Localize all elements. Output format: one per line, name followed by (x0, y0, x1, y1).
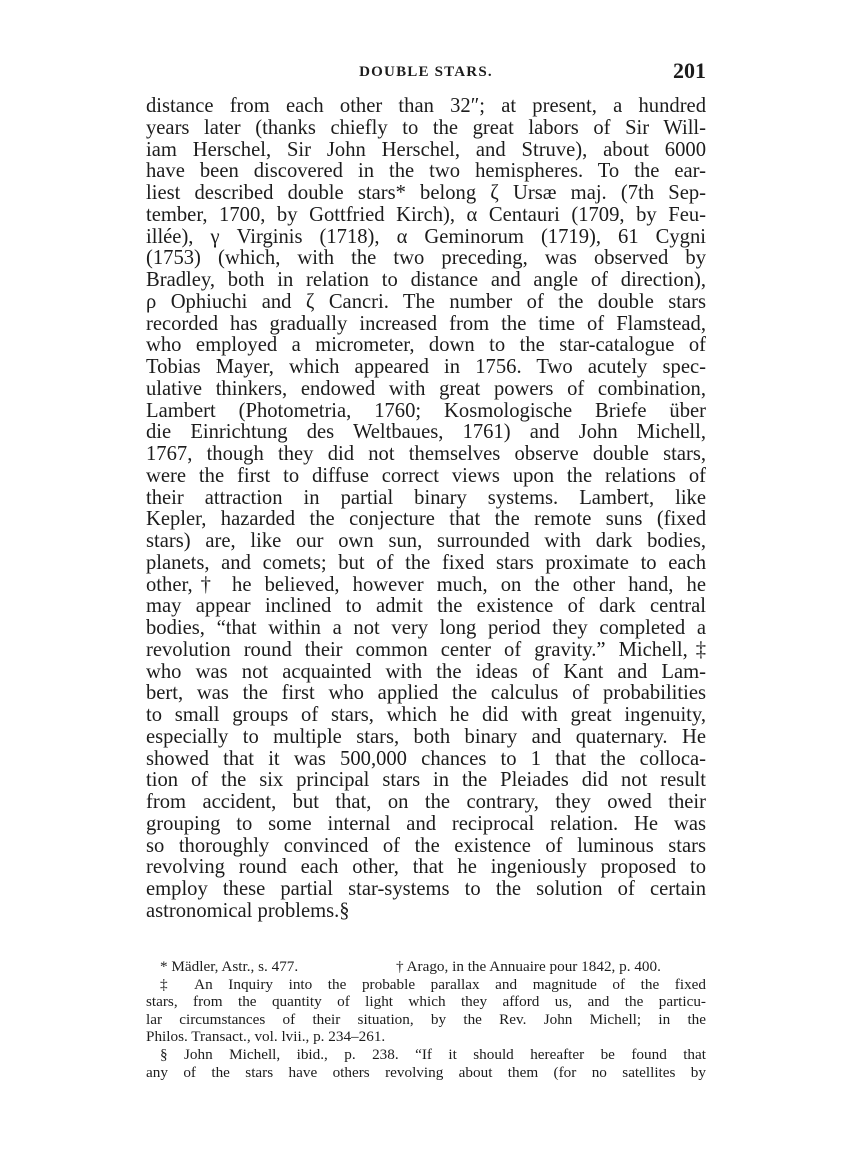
text-line: die Einrichtung des Weltbaues, 1761) and John Michell, (146, 422, 706, 444)
text-line: bert, was the first who applied the calculus of probabilities (146, 683, 706, 705)
footnote-ddagger-line: ‡ An Inquiry into the probable parallax and magnitude of the fixed (160, 975, 706, 993)
text-line: to small groups of stars, which he did with great ingenuity, (146, 705, 706, 726)
text-line: years later (thanks chiefly to the great labors of Sir Will- (146, 117, 706, 139)
footnote-dagger: † Arago, in the Annuaire pour 1842, p. 400. (396, 958, 661, 975)
text-line: from accident, but that, on the contrary, they owed their (146, 792, 706, 813)
text-line: so thoroughly convinced of the existence of luminous stars (146, 835, 706, 857)
text-line: who employed a micrometer, down to the star-catalogue of (146, 335, 706, 357)
footnote-section-line: any of the stars have others revolving about them (for no satellites by (146, 1063, 706, 1081)
text-line: Tobias Mayer, which appeared in 1756. Two acutely spec- (146, 357, 706, 378)
text-line: Bradley, both in relation to distance and angle of direction), (146, 270, 706, 291)
footnote-star: * Mädler, Astr., s. 477. (160, 958, 299, 975)
text-line: tember, 1700, by Gottfried Kirch), α Centauri (1709, by Feu- (146, 204, 706, 226)
text-line: 1767, though they did not themselves observe double stars, (146, 444, 706, 465)
text-line: liest described double stars* belong ζ Ursæ maj. (7th Sep- (146, 183, 706, 204)
text-line: planets, and comets; but of the fixed stars proximate to each (146, 552, 706, 574)
text-line: ulative thinkers, endowed with great powers of combination, (146, 378, 706, 400)
text-line: astronomical problems.§ (146, 900, 350, 922)
text-line: tion of the six principal stars in the Pleiades did not result (146, 770, 706, 792)
text-line: were the first to diffuse correct views upon the relations of (146, 465, 706, 487)
text-line: illée), γ Virginis (1718), α Geminorum (1719), 61 Cygni (146, 226, 706, 248)
text-line: their attraction in partial binary systems. Lambert, like (146, 487, 706, 509)
text-line: grouping to some internal and reciprocal relation. He was (146, 813, 706, 835)
running-head (146, 58, 706, 88)
footnote-row (146, 958, 706, 976)
text-line: iam Herschel, Sir John Herschel, and Struve), about 6000 (146, 139, 706, 161)
text-line: (1753) (which, with the two preceding, was observed by (146, 248, 706, 270)
text-line: Lambert (Photometria, 1760; Kosmologische Briefe über (146, 400, 706, 422)
body-text (146, 96, 706, 923)
text-line: especially to multiple stars, both binary and quaternary. He (146, 726, 706, 748)
text-line: distance from each other than 32″; at present, a hundred (146, 96, 706, 117)
footnote-section-line: § John Michell, ibid., p. 238. “If it should hereafter be found that (160, 1045, 706, 1063)
text-line: may appear inclined to admit the existence of dark central (146, 596, 706, 618)
footnote-ddagger-line: lar circumstances of their situation, by the Rev. John Michell; in the (146, 1010, 706, 1028)
footnote-ddagger-line: stars, from the quantity of light which they afford us, and the particu- (146, 993, 706, 1011)
text-line: revolving round each other, that he ingeniously proposed to (146, 857, 706, 879)
page-number: 201 (673, 58, 706, 83)
text-line: recorded has gradually increased from the time of Flamstead, (146, 313, 706, 335)
text-line: revolution round their common center of gravity.” Michell,‡ (146, 639, 706, 661)
running-title: DOUBLE STARS. (359, 64, 493, 80)
text-line: who was not acquainted with the ideas of Kant and Lam- (146, 661, 706, 683)
text-line: other,† he believed, however much, on the other hand, he (146, 574, 706, 596)
text-line: employ these partial star-systems to the solution of certain (146, 879, 706, 900)
text-line: Kepler, hazarded the conjecture that the remote suns (fixed (146, 509, 706, 531)
footnote-ddagger-line: Philos. Transact., vol. lvii., p. 234–261. (146, 1028, 386, 1046)
text-line: bodies, “that within a not very long period they completed a (146, 618, 706, 639)
text-line: have been discovered in the two hemispheres. To the ear- (146, 161, 706, 183)
footnotes (146, 958, 706, 1081)
text-line: showed that it was 500,000 chances to 1 that the colloca- (146, 748, 706, 770)
text-line: stars) are, like our own sun, surrounded with dark bodies, (146, 531, 706, 552)
text-line: ρ Ophiuchi and ζ Cancri. The number of the double stars (146, 291, 706, 313)
